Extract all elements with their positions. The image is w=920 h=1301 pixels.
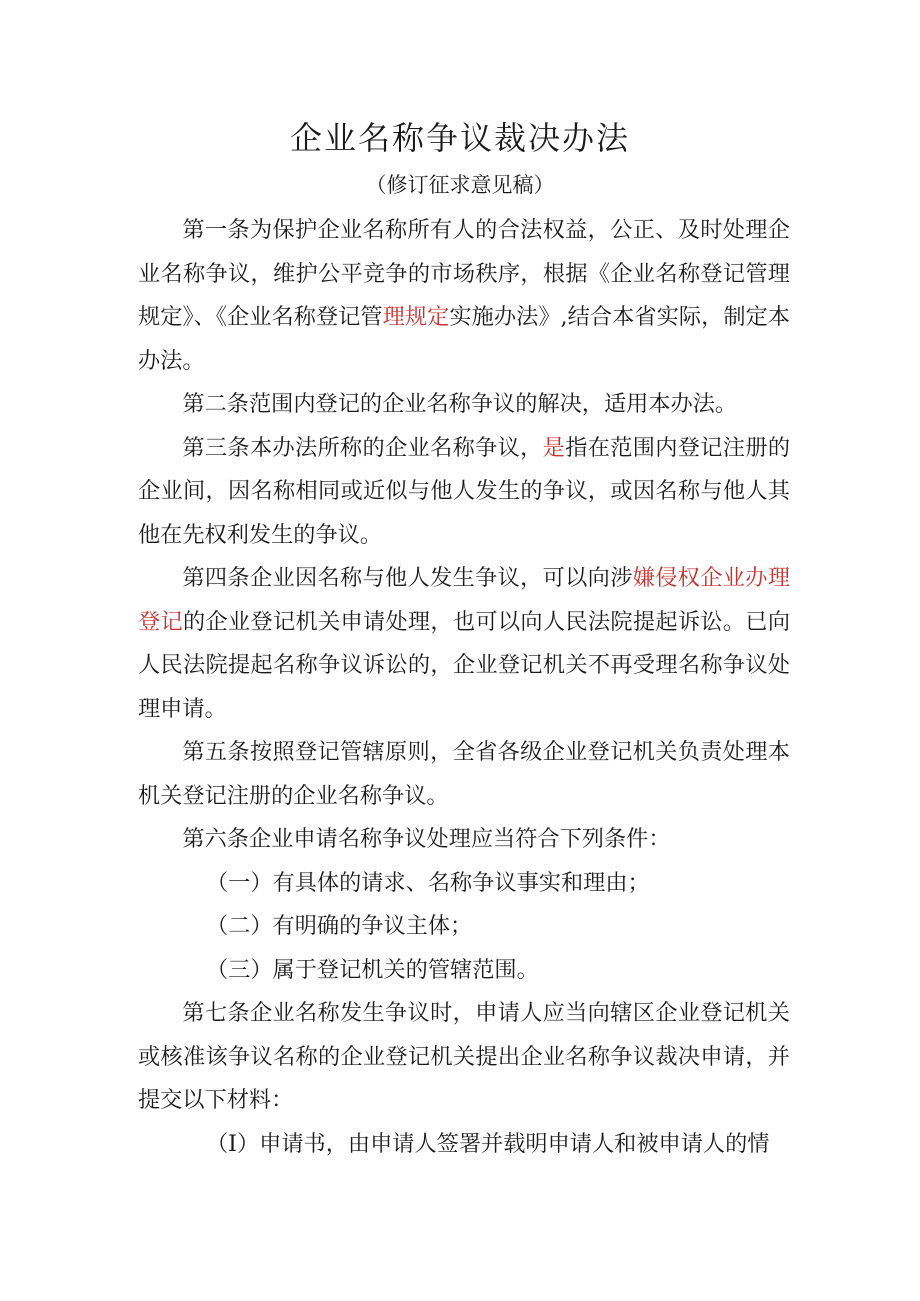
article-7-item-1: （I）申请书，由申请人签署并载明申请人和被申请人的情 bbox=[206, 1130, 770, 1157]
article-1 bbox=[138, 209, 790, 383]
article-1-text-cont: 实施办法》,结合本省实际，制定本办法。 bbox=[138, 304, 790, 374]
document-subtitle: （修订征求意见稿） bbox=[365, 173, 555, 197]
article-7: 第七条企业名称发生争议时，申请人应当向辖区企业登记机关或核准该争议名称的企业登记机关提出企业名称争议裁决申请，并提交以下材料： bbox=[138, 1000, 790, 1113]
article-2: 第二条范围内登记的企业名称争议的解决，适用本办法。 bbox=[182, 391, 738, 417]
article-3 bbox=[138, 427, 790, 558]
document-title: 企业名称争议裁决办法 bbox=[289, 119, 630, 157]
article-6-item-1: （一）有具体的请求、名称争议事实和理由； bbox=[206, 869, 650, 896]
article-3-text-cont: 指在范围内登记注册的企业间，因名称相同或近似与他人发生的争议，或因名称与他人其他在先权利发生的争议。 bbox=[138, 434, 791, 548]
article-6: 第六条企业申请名称争议处理应当符合下列条件： bbox=[182, 826, 671, 852]
article-1-text: 第一条为保护企业名称所有人的合法权益，公正、及时处理企业名称争议，维护公平竞争的市场秩序，根据《企业名称登记管理规定》、《企业名称登记管 bbox=[138, 217, 790, 330]
document-body bbox=[138, 209, 790, 1166]
article-5: 第五条按照登记管辖原则，全省各级企业登记机关负责处理本机关登记注册的企业名称争议。 bbox=[138, 739, 790, 809]
article-6-item-3: （三）属于登记机关的管辖范围。 bbox=[206, 956, 539, 983]
article-4-text-cont: 的企业登记机关申请处理，也可以向人民法院提起诉讼。已向人民法院提起名称争议诉讼的，企业登记机关不再受理名称争议处理申请。 bbox=[138, 608, 791, 722]
article-1-highlight: 理规定 bbox=[382, 304, 450, 330]
article-4 bbox=[138, 557, 790, 731]
article-3-highlight: 是 bbox=[542, 434, 566, 461]
article-4-highlight: 嫌侵权企业办理登记 bbox=[138, 565, 791, 635]
article-3-text: 第三条本办法所称的企业名称争议， bbox=[182, 434, 543, 461]
article-6-item-2: （二）有明确的争议主体； bbox=[206, 913, 473, 939]
article-4-text: 第四条企业因名称与他人发生争议，可以向涉 bbox=[182, 565, 633, 591]
